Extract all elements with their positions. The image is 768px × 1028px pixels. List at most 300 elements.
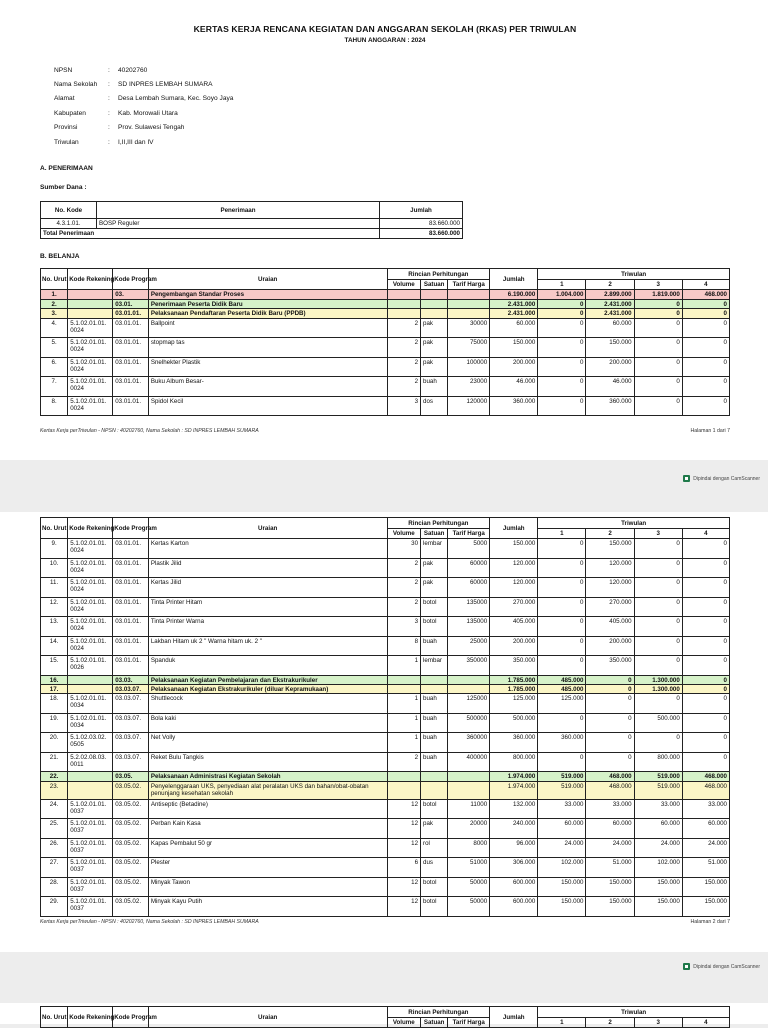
table-row [41,309,730,318]
triwulan-3: 0 [634,318,682,338]
row-number: 3. [41,309,68,318]
triwulan-4: 0 [682,675,729,684]
jumlah: 120.000 [490,578,538,598]
header-t2: 2 [586,1018,634,1028]
jumlah: 306.000 [490,858,538,878]
triwulan-4: 0 [682,617,729,637]
kode-rekening [68,684,113,693]
kode-program: 03.05.02. [113,819,149,839]
triwulan-1: 0 [538,318,586,338]
satuan: dus [421,858,448,878]
triwulan-3: 102.000 [634,858,682,878]
table-row [41,656,730,676]
satuan: pak [421,558,448,578]
kode-rekening: 5.2.02.08.03. 0011 [68,752,113,772]
triwulan-1: 33.000 [538,799,586,819]
section-b-title: B. BELANJA [40,253,80,261]
jumlah: 6.190.000 [490,290,538,299]
tarif-harga: 60000 [448,558,490,578]
volume: 30 [387,539,421,559]
tarif-harga: 135000 [448,617,490,637]
kode-rekening: 5.1.02.01.01. 0024 [68,558,113,578]
volume: 6 [387,858,421,878]
penerimaan-row [41,219,463,229]
triwulan-3: 0 [634,539,682,559]
penerimaan-total-row [41,229,463,239]
triwulan-3: 800.000 [634,752,682,772]
triwulan-1: 0 [538,617,586,637]
belanja-table-page-1 [40,268,730,416]
table-row [41,819,730,839]
kode-program: 03.03.07. [113,713,149,733]
header-volume: Volume [387,529,421,539]
header-rincian: Rincian Perhitungan [387,269,490,280]
triwulan-3: 0 [634,558,682,578]
satuan: pak [421,357,448,377]
tarif-harga: 50000 [448,897,490,917]
uraian: Lakban Hitam uk 2 " Warna hitam uk. 2 " [148,636,387,656]
header-kode-rekening: Kode Rekening [68,269,113,290]
volume: 12 [387,838,421,858]
header-triwulan: Triwulan [538,518,730,529]
row-number: 21. [41,752,68,772]
uraian: Penerimaan Peserta Didik Baru [148,299,387,308]
header-no-urut: No. Urut [41,269,68,290]
satuan [421,290,448,299]
satuan: lembar [421,539,448,559]
header-t2: 2 [586,280,634,290]
triwulan-4: 51.000 [682,858,729,878]
triwulan-1: 150.000 [538,877,586,897]
info-value: Kab. Morowali Utara [118,109,178,117]
header-kode-program: Kode Program [113,269,149,290]
kode-program: 03.05.02. [113,858,149,878]
row-number: 5. [41,338,68,358]
footer-school-info: Kertas Kerja perTriwulan - NPSN : 40202760, Nama Sekolah : SD INPRES LEMBAH SUMARA [40,428,259,435]
tarif-harga: 350000 [448,656,490,676]
triwulan-1: 102.000 [538,858,586,878]
jumlah: 600.000 [490,877,538,897]
triwulan-3: 0 [634,377,682,397]
info-colon: : [108,138,110,146]
info-value: Prov. Sulawesi Tengah [118,124,185,132]
kode-rekening [68,781,113,799]
uraian: Reket Bulu Tangkis [148,752,387,772]
table-row [41,377,730,397]
triwulan-2: 120.000 [586,578,634,598]
kode-program: 03.01.01. [113,357,149,377]
camscanner-watermark [683,963,760,970]
kode-program: 03.01.01. [113,309,149,318]
header-no-kode: No. Kode [41,202,97,219]
kode-program: 03.01.01. [113,617,149,637]
triwulan-1: 0 [538,713,586,733]
triwulan-4: 0 [682,357,729,377]
satuan [421,772,448,781]
triwulan-4: 468.000 [682,772,729,781]
jumlah: 405.000 [490,617,538,637]
satuan [421,684,448,693]
triwulan-4: 150.000 [682,897,729,917]
tarif-harga [448,290,490,299]
kode-program: 03.01.01. [113,578,149,598]
tarif-harga [448,772,490,781]
jumlah: 800.000 [490,752,538,772]
table-row [41,877,730,897]
jumlah: 270.000 [490,597,538,617]
kode-rekening: 5.1.02.01.01. 0026 [68,656,113,676]
triwulan-2: 0 [586,675,634,684]
table-row [41,597,730,617]
table-row [41,318,730,338]
triwulan-3: 150.000 [634,877,682,897]
header-tarif: Tarif Harga [448,1018,490,1028]
kode-program: 03.03. [113,675,149,684]
table-row [41,838,730,858]
kode-rekening: 5.1.02.01.01. 0037 [68,877,113,897]
jumlah: 2.431.000 [490,309,538,318]
info-colon: : [108,124,110,132]
triwulan-3: 0 [634,636,682,656]
info-value: I,II,III dan IV [118,138,154,146]
table-row [41,897,730,917]
triwulan-1: 485.000 [538,684,586,693]
volume: 2 [387,578,421,598]
table-row [41,357,730,377]
satuan [421,781,448,799]
row-number: 4. [41,318,68,338]
belanja-header-row [41,1007,730,1018]
kode-program: 03.01.01. [113,636,149,656]
uraian: Bola kaki [148,713,387,733]
row-number: 14. [41,636,68,656]
uraian: Buku Album Besar- [148,377,387,397]
uraian: Pengembangan Standar Proses [148,290,387,299]
volume: 1 [387,656,421,676]
tarif-harga: 5000 [448,539,490,559]
triwulan-3: 519.000 [634,772,682,781]
header-jumlah: Jumlah [380,202,463,219]
page-footer-1 [40,428,730,434]
info-value: Desa Lembah Sumara, Kec. Soyo Jaya [118,95,234,103]
triwulan-1: 0 [538,309,586,318]
uraian: Ballpoint [148,318,387,338]
triwulan-4: 0 [682,636,729,656]
triwulan-4: 0 [682,396,729,416]
triwulan-3: 0 [634,656,682,676]
uraian: Perban Kain Kasa [148,819,387,839]
camscanner-label: Dipindai dengan CamScanner [693,475,760,482]
row-number: 11. [41,578,68,598]
table-row [41,539,730,559]
triwulan-2: 200.000 [586,357,634,377]
triwulan-4: 0 [682,752,729,772]
section-a-title: A. PENERIMAAN [40,165,93,173]
kode-rekening: 5.1.02.01.01. 0037 [68,799,113,819]
document-page-2 [0,512,768,952]
kode-rekening: 5.1.02.01.01. 0037 [68,897,113,917]
volume [387,781,421,799]
volume: 2 [387,318,421,338]
triwulan-2: 150.000 [586,539,634,559]
triwulan-1: 360.000 [538,733,586,753]
triwulan-2: 2.431.000 [586,309,634,318]
triwulan-4: 0 [682,338,729,358]
info-row [54,106,730,120]
triwulan-2: 46.000 [586,377,634,397]
row-number: 16. [41,675,68,684]
footer-school-info: Kertas Kerja perTriwulan - NPSN : 40202760, Nama Sekolah : SD INPRES LEMBAH SUMARA [40,918,259,925]
triwulan-4: 0 [682,694,729,714]
kode-rekening: 5.1.02.01.01. 0024 [68,597,113,617]
table-row [41,733,730,753]
header-kode-rekening: Kode Rekening [68,518,113,539]
triwulan-2: 200.000 [586,636,634,656]
jumlah: 46.000 [490,377,538,397]
triwulan-2: 33.000 [586,799,634,819]
kode-rekening: 5.1.02.01.01. 0024 [68,396,113,416]
triwulan-2: 60.000 [586,819,634,839]
triwulan-3: 0 [634,597,682,617]
table-row [41,713,730,733]
document-page-1 [0,0,768,460]
kode-rekening: 5.1.02.01.01. 0034 [68,694,113,714]
jumlah: 600.000 [490,897,538,917]
volume: 12 [387,799,421,819]
row-number: 8. [41,396,68,416]
satuan: botol [421,799,448,819]
info-colon: : [108,95,110,103]
triwulan-1: 1.004.000 [538,290,586,299]
row-number: 25. [41,819,68,839]
triwulan-4: 24.000 [682,838,729,858]
table-row [41,781,730,799]
triwulan-3: 0 [634,338,682,358]
triwulan-4: 0 [682,597,729,617]
jumlah: 1.974.000 [490,772,538,781]
header-tarif: Tarif Harga [448,280,490,290]
row-number: 22. [41,772,68,781]
table-row [41,752,730,772]
kode-program: 03.01. [113,299,149,308]
triwulan-4: 0 [682,733,729,753]
header-volume: Volume [387,280,421,290]
row-number: 27. [41,858,68,878]
info-label: Alamat [54,95,75,103]
kode-rekening: 5.1.02.01.01. 0024 [68,578,113,598]
tarif-harga [448,781,490,799]
kode-rekening: 5.1.02.01.01. 0024 [68,617,113,637]
header-jumlah: Jumlah [490,269,538,290]
table-row [41,290,730,299]
volume: 2 [387,338,421,358]
uraian: Pelaksanaan Kegiatan Pembelajaran dan Ekstrakurikuler [148,675,387,684]
triwulan-3: 0 [634,299,682,308]
triwulan-1: 125.000 [538,694,586,714]
row-number: 7. [41,377,68,397]
header-tarif: Tarif Harga [448,529,490,539]
triwulan-2: 24.000 [586,838,634,858]
kode-rekening [68,299,113,308]
school-info [54,63,730,149]
penerimaan-header-row [41,202,463,219]
triwulan-2: 405.000 [586,617,634,637]
row-number: 24. [41,799,68,819]
triwulan-2: 150.000 [586,897,634,917]
tarif-harga: 11000 [448,799,490,819]
volume [387,309,421,318]
info-colon: : [108,81,110,89]
satuan: botol [421,597,448,617]
uraian: Antiseptic (Betadine) [148,799,387,819]
page-number: Halaman 1 dari 7 [690,428,730,435]
header-no-urut: No. Urut [41,518,68,539]
penerimaan-jumlah: 83.660.000 [380,219,463,229]
row-number: 20. [41,733,68,753]
header-t4: 4 [682,1018,729,1028]
triwulan-2: 468.000 [586,772,634,781]
triwulan-2: 270.000 [586,597,634,617]
camscanner-watermark [683,475,760,482]
triwulan-4: 468.000 [682,290,729,299]
row-number: 12. [41,597,68,617]
uraian: Kertas Jilid [148,578,387,598]
uraian: Plester [148,858,387,878]
tarif-harga: 500000 [448,713,490,733]
table-row [41,558,730,578]
table-row [41,636,730,656]
jumlah: 132.000 [490,799,538,819]
kode-program: 03.03.07. [113,684,149,693]
header-triwulan: Triwulan [538,1007,730,1018]
triwulan-3: 0 [634,396,682,416]
triwulan-3: 1.300.000 [634,684,682,693]
satuan [421,675,448,684]
satuan: botol [421,897,448,917]
table-row [41,694,730,714]
jumlah: 1.785.000 [490,675,538,684]
total-penerimaan-label: Total Penerimaan [41,229,380,239]
sumber-dana-label: Sumber Dana : [40,184,87,192]
kode-program: 03.01.01. [113,318,149,338]
page-footer-2 [40,919,730,925]
satuan [421,309,448,318]
header-t4: 4 [682,280,729,290]
triwulan-4: 0 [682,558,729,578]
info-label: Nama Sekolah [54,81,98,89]
triwulan-2: 150.000 [586,338,634,358]
satuan [421,299,448,308]
jumlah: 360.000 [490,396,538,416]
table-row [41,799,730,819]
uraian: Plastik Jilid [148,558,387,578]
jumlah: 200.000 [490,357,538,377]
info-label: Kabupaten [54,109,86,117]
table-row [41,578,730,598]
volume: 2 [387,597,421,617]
triwulan-2: 360.000 [586,396,634,416]
volume [387,675,421,684]
row-number: 13. [41,617,68,637]
kode-rekening: 5.1.02.01.01. 0024 [68,338,113,358]
info-colon: : [108,66,110,74]
triwulan-4: 0 [682,656,729,676]
kode-program: 03.05.02. [113,781,149,799]
volume: 12 [387,897,421,917]
info-value: SD INPRES LEMBAH SUMARA [118,81,213,89]
satuan: buah [421,377,448,397]
triwulan-2: 2.899.000 [586,290,634,299]
kode-program: 03.03.07. [113,733,149,753]
kode-program: 03.01.01. [113,558,149,578]
triwulan-2: 120.000 [586,558,634,578]
info-row [54,92,730,106]
satuan: pak [421,338,448,358]
info-colon: : [108,109,110,117]
tarif-harga: 8000 [448,838,490,858]
jumlah: 1.974.000 [490,781,538,799]
uraian: Pelaksanaan Pendaftaran Peserta Didik Baru (PPDB) [148,309,387,318]
triwulan-1: 150.000 [538,897,586,917]
table-row [41,858,730,878]
row-number: 1. [41,290,68,299]
tarif-harga: 125000 [448,694,490,714]
triwulan-1: 485.000 [538,675,586,684]
row-number: 19. [41,713,68,733]
triwulan-1: 519.000 [538,772,586,781]
kode-program: 03.05.02. [113,897,149,917]
row-number: 2. [41,299,68,308]
kode-rekening: 5.1.02.03.02. 0505 [68,733,113,753]
page-number: Halaman 2 dari 7 [690,918,730,925]
satuan: dos [421,396,448,416]
triwulan-3: 519.000 [634,781,682,799]
satuan: pak [421,578,448,598]
triwulan-3: 60.000 [634,819,682,839]
kode-rekening: 5.1.02.01.01. 0034 [68,713,113,733]
satuan: pak [421,318,448,338]
uraian: Spanduk [148,656,387,676]
volume: 1 [387,694,421,714]
triwulan-1: 0 [538,377,586,397]
header-jumlah: Jumlah [490,518,538,539]
volume: 1 [387,733,421,753]
row-number: 18. [41,694,68,714]
kode-program: 03.05.02. [113,877,149,897]
camscanner-icon [683,475,690,482]
uraian: Tinta Printer Warna [148,617,387,637]
header-triwulan: Triwulan [538,269,730,280]
table-row [41,772,730,781]
triwulan-1: 0 [538,597,586,617]
jumlah: 120.000 [490,558,538,578]
row-number: 23. [41,781,68,799]
volume [387,299,421,308]
info-row [54,135,730,149]
volume: 2 [387,752,421,772]
header-satuan: Satuan [421,1018,448,1028]
tarif-harga: 51000 [448,858,490,878]
volume: 8 [387,636,421,656]
kode-rekening [68,772,113,781]
kode-program: 03.01.01. [113,597,149,617]
jumlah: 1.785.000 [490,684,538,693]
kode-rekening [68,309,113,318]
header-t1: 1 [538,1018,586,1028]
uraian: Minyak Kayu Putih [148,897,387,917]
total-penerimaan-value: 83.660.000 [380,229,463,239]
volume: 3 [387,617,421,637]
